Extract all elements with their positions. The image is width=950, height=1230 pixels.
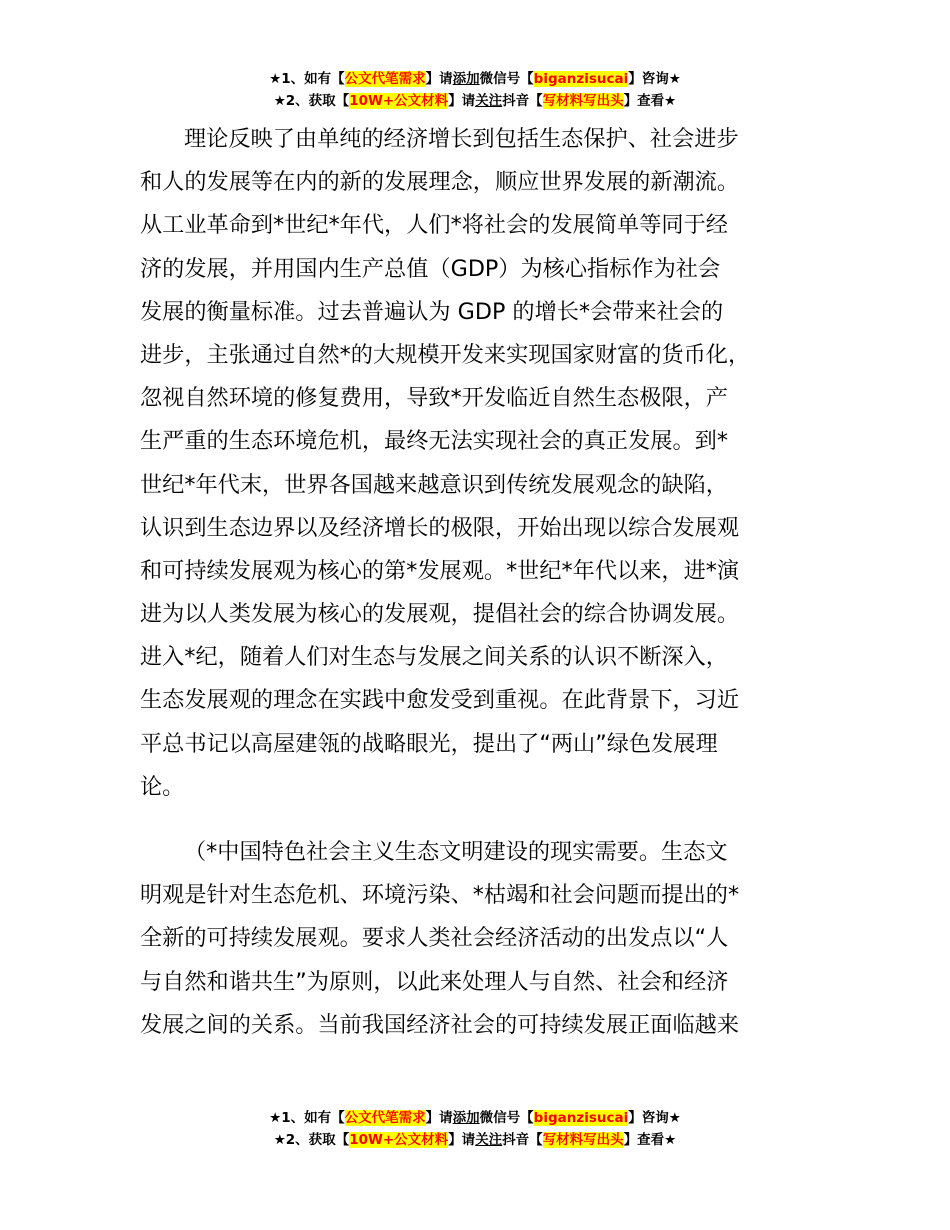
text-line: 和可持续发展观为核心的第*发展观。*世纪*年代以来，进*演 xyxy=(140,557,740,584)
banner-text: 】查看★ xyxy=(623,93,677,109)
highlight-douyin-account: 写材料写出头 xyxy=(542,93,624,109)
banner-text: 微信号【 xyxy=(479,1110,534,1126)
highlight-writing-service: 公文代笔需求 xyxy=(344,1110,426,1126)
banner-text: ★2、获取【 xyxy=(273,93,350,109)
banner-text: ★2、获取【 xyxy=(273,1132,350,1148)
banner-emphasis: 关注 xyxy=(475,93,503,109)
banner-line-1 xyxy=(0,68,950,90)
banner-line-2 xyxy=(0,1129,950,1151)
banner-text: 】请 xyxy=(425,71,453,87)
banner-text: ★1、如有【 xyxy=(269,1110,345,1126)
text-line: 全新的可持续发展观。要求人类社会经济活动的出发点以“人 xyxy=(140,925,729,952)
banner-text: ★1、如有【 xyxy=(269,71,345,87)
footer-banner xyxy=(0,1107,950,1151)
banner-emphasis: 添加 xyxy=(452,71,480,87)
banner-text: 微信号【 xyxy=(479,71,534,87)
highlight-wechat-id: biganzisucai xyxy=(533,1110,629,1126)
text-line: 发展之间的关系。当前我国经济社会的可持续发展正面临越来 xyxy=(140,1011,740,1038)
text-line: 论。 xyxy=(140,773,185,800)
text-line: 认识到生态边界以及经济增长的极限，开始出现以综合发展观 xyxy=(140,514,740,541)
highlight-materials: 10W+公文材料 xyxy=(349,1132,449,1148)
text-line: 进入*纪，随着人们对生态与发展之间关系的认识不断深入， xyxy=(140,644,728,671)
paragraph-2 xyxy=(140,831,820,1047)
text-line: 生态发展观的理念在实践中愈发受到重视。在此背景下，习近 xyxy=(140,687,740,714)
banner-line-2 xyxy=(0,90,950,112)
text-line: 进步，主张通过自然*的大规模开发来实现国家财富的货币化， xyxy=(140,341,751,368)
banner-text: 】请 xyxy=(425,1110,453,1126)
text-line: 从工业革命到*世纪*年代，人们*将社会的发展简单等同于经 xyxy=(140,212,728,239)
banner-text: 】咨询★ xyxy=(628,1110,681,1126)
text-line: 忽视自然环境的修复费用，导致*开发临近自然生态极限，产 xyxy=(140,385,728,412)
text-line: 济的发展，并用国内生产总值（GDP）为核心指标作为社会 xyxy=(140,255,721,282)
text-line: 进为以人类发展为核心的发展观，提倡社会的综合协调发展。 xyxy=(140,601,740,628)
text-line: （*中国特色社会主义生态文明建设的现实需要。生态文 xyxy=(184,839,728,865)
banner-text: 】请 xyxy=(448,93,476,109)
text-line: 平总书记以高屋建瓴的战略眼光，提出了“两山”绿色发展理 xyxy=(140,730,718,757)
text-line: 和人的发展等在内的新的发展理念，顺应世界发展的新潮流。 xyxy=(140,169,740,196)
text-line: 理论反映了由单纯的经济增长到包括生态保护、社会进步 xyxy=(184,126,739,152)
banner-text: 】查看★ xyxy=(623,1132,677,1148)
banner-line-1 xyxy=(0,1107,950,1129)
banner-emphasis: 关注 xyxy=(475,1132,503,1148)
highlight-wechat-id: biganzisucai xyxy=(533,71,629,87)
highlight-materials: 10W+公文材料 xyxy=(349,93,449,109)
paragraph-1 xyxy=(140,118,820,809)
banner-text: 抖音【 xyxy=(502,93,543,109)
banner-text: 抖音【 xyxy=(502,1132,543,1148)
text-line: 世纪*年代末，世界各国越来越意识到传统发展观念的缺陷， xyxy=(140,471,728,498)
text-line: 明观是针对生态危机、环境污染、*枯竭和社会问题而提出的* xyxy=(140,882,740,909)
paragraph-gap xyxy=(140,809,820,831)
text-line: 发展的衡量标准。过去普遍认为 GDP 的增长*会带来社会的 xyxy=(140,298,724,325)
highlight-writing-service: 公文代笔需求 xyxy=(344,71,426,87)
highlight-douyin-account: 写材料写出头 xyxy=(542,1132,624,1148)
banner-emphasis: 添加 xyxy=(452,1110,480,1126)
banner-text: 】咨询★ xyxy=(628,71,681,87)
header-banner xyxy=(0,68,950,112)
document-body xyxy=(140,118,820,1047)
banner-text: 】请 xyxy=(448,1132,476,1148)
text-line: 生严重的生态环境危机，最终无法实现社会的真正发展。到* xyxy=(140,428,728,455)
text-line: 与自然和谐共生”为原则，以此来处理人与自然、社会和经济 xyxy=(140,968,729,995)
